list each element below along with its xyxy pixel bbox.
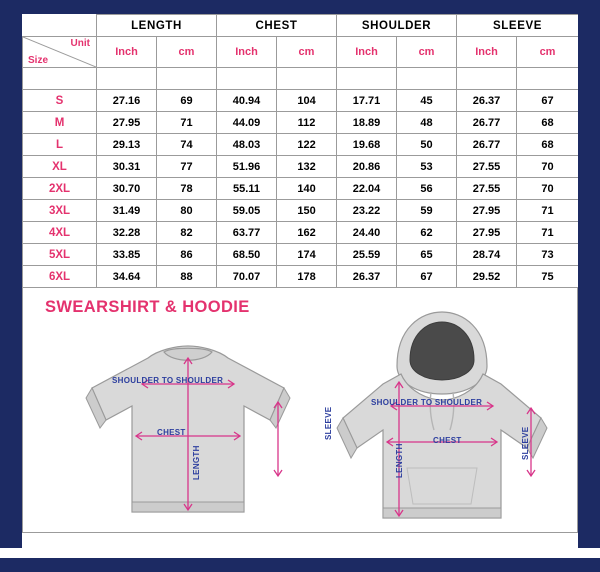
cell-chest-cm: 178 [277,266,337,288]
cell-length-cm: 80 [157,200,217,222]
table-unit-header-row [23,37,579,68]
cell-chest-cm: 112 [277,112,337,134]
cell-shoulder-inch: 23.22 [337,200,397,222]
cell-sleeve-inch: 26.77 [457,134,517,156]
cell-shoulder-cm: 56 [397,178,457,200]
unit-header-length-cm: cm [157,37,217,68]
unit-header-chest-inch: Inch [217,37,277,68]
row-size-label: 4XL [23,222,97,244]
cell-shoulder-inch: 22.04 [337,178,397,200]
table-row [23,266,579,288]
cell-sleeve-cm: 70 [517,178,578,200]
table-row [23,244,579,266]
cell-length-cm: 77 [157,156,217,178]
hoodie-shoulder-label: SHOULDER TO SHOULDER [371,398,483,407]
cell-shoulder-inch: 17.71 [337,90,397,112]
cell-shoulder-cm: 53 [397,156,457,178]
cell-sleeve-inch: 27.95 [457,222,517,244]
row-size-label: 5XL [23,244,97,266]
sweatshirt-shoulder-label: SHOULDER TO SHOULDER [112,376,224,385]
cell-chest-inch: 40.94 [217,90,277,112]
hoodie-chest-label: CHEST [433,436,462,445]
cell-shoulder-inch: 26.37 [337,266,397,288]
frame-bottom-border [0,558,600,572]
cell-sleeve-inch: 27.55 [457,178,517,200]
cell-sleeve-cm: 71 [517,222,578,244]
unit-header-sleeve-cm: cm [517,37,578,68]
cell-chest-cm: 104 [277,90,337,112]
table-row [23,178,579,200]
cell-shoulder-cm: 65 [397,244,457,266]
cell-chest-inch: 70.07 [217,266,277,288]
cell-sleeve-cm: 70 [517,156,578,178]
chart-sheet [22,14,578,548]
cell-length-cm: 88 [157,266,217,288]
cell-sleeve-cm: 67 [517,90,578,112]
cell-length-inch: 33.85 [97,244,157,266]
table-row [23,156,579,178]
cell-sleeve-inch: 27.95 [457,200,517,222]
cell-length-inch: 31.49 [97,200,157,222]
cell-length-inch: 27.16 [97,90,157,112]
cell-length-cm: 74 [157,134,217,156]
table-row [23,200,579,222]
cell-chest-cm: 140 [277,178,337,200]
cell-sleeve-inch: 28.74 [457,244,517,266]
cell-sleeve-inch: 26.77 [457,112,517,134]
unit-header-shoulder-cm: cm [397,37,457,68]
hoodie-illustration [335,308,550,526]
unit-header-length-inch: Inch [97,37,157,68]
cell-chest-cm: 162 [277,222,337,244]
cell-shoulder-cm: 59 [397,200,457,222]
hoodie-length-label: LENGTH [395,443,404,478]
frame-top-border [0,0,600,14]
sweatshirt-length-label: LENGTH [192,445,201,480]
hoodie-sleeve-label: SLEEVE [521,426,530,460]
row-size-label: 6XL [23,266,97,288]
group-header-length: LENGTH [97,15,217,37]
cell-length-inch: 34.64 [97,266,157,288]
sweatshirt-chest-label: CHEST [157,428,186,437]
illustration-panel [22,288,578,533]
table-row [23,90,579,112]
table-corner-cell [23,37,97,68]
illustration-title: SWEARSHIRT & HOODIE [45,298,250,316]
cell-sleeve-cm: 73 [517,244,578,266]
row-size-label: M [23,112,97,134]
cell-chest-inch: 51.96 [217,156,277,178]
unit-header-sleeve-inch: Inch [457,37,517,68]
cell-chest-cm: 132 [277,156,337,178]
bottom-white-strip [22,548,578,558]
cell-sleeve-cm: 68 [517,134,578,156]
group-header-blank [23,15,97,37]
cell-chest-inch: 55.11 [217,178,277,200]
cell-sleeve-inch: 27.55 [457,156,517,178]
cell-shoulder-inch: 25.59 [337,244,397,266]
unit-header-chest-cm: cm [277,37,337,68]
cell-chest-cm: 122 [277,134,337,156]
cell-shoulder-inch: 20.86 [337,156,397,178]
cell-chest-inch: 68.50 [217,244,277,266]
corner-unit-label: Unit [70,38,90,49]
cell-chest-inch: 48.03 [217,134,277,156]
corner-size-label: Size [28,55,49,66]
size-table [22,14,578,288]
cell-chest-cm: 174 [277,244,337,266]
cell-length-inch: 29.13 [97,134,157,156]
unit-header-shoulder-inch: Inch [337,37,397,68]
cell-chest-cm: 150 [277,200,337,222]
cell-shoulder-cm: 45 [397,90,457,112]
cell-length-inch: 32.28 [97,222,157,244]
frame-right-border [578,0,600,572]
cell-chest-inch: 59.05 [217,200,277,222]
cell-length-inch: 30.31 [97,156,157,178]
cell-shoulder-inch: 19.68 [337,134,397,156]
sweatshirt-sleeve-label: SLEEVE [324,406,333,440]
table-row [23,134,579,156]
cell-shoulder-cm: 67 [397,266,457,288]
cell-sleeve-inch: 29.52 [457,266,517,288]
cell-sleeve-inch: 26.37 [457,90,517,112]
cell-length-inch: 30.70 [97,178,157,200]
table-group-header-row [23,15,579,37]
table-row [23,112,579,134]
group-header-chest: CHEST [217,15,337,37]
row-size-label: 2XL [23,178,97,200]
cell-shoulder-cm: 50 [397,134,457,156]
cell-length-cm: 78 [157,178,217,200]
table-row [23,222,579,244]
cell-sleeve-cm: 71 [517,200,578,222]
row-size-label: 3XL [23,200,97,222]
cell-sleeve-cm: 68 [517,112,578,134]
group-header-sleeve: SLEEVE [457,15,578,37]
cell-length-cm: 71 [157,112,217,134]
cell-length-cm: 86 [157,244,217,266]
group-header-shoulder: SHOULDER [337,15,457,37]
cell-sleeve-cm: 75 [517,266,578,288]
frame-left-border [0,0,22,572]
cell-shoulder-inch: 24.40 [337,222,397,244]
cell-length-cm: 82 [157,222,217,244]
cell-chest-inch: 63.77 [217,222,277,244]
row-size-label: XL [23,156,97,178]
cell-chest-inch: 44.09 [217,112,277,134]
sweatshirt-illustration [78,336,298,526]
cell-shoulder-cm: 48 [397,112,457,134]
cell-length-cm: 69 [157,90,217,112]
cell-length-inch: 27.95 [97,112,157,134]
table-spacer-row [23,68,579,90]
row-size-label: S [23,90,97,112]
cell-shoulder-cm: 62 [397,222,457,244]
row-size-label: L [23,134,97,156]
cell-shoulder-inch: 18.89 [337,112,397,134]
